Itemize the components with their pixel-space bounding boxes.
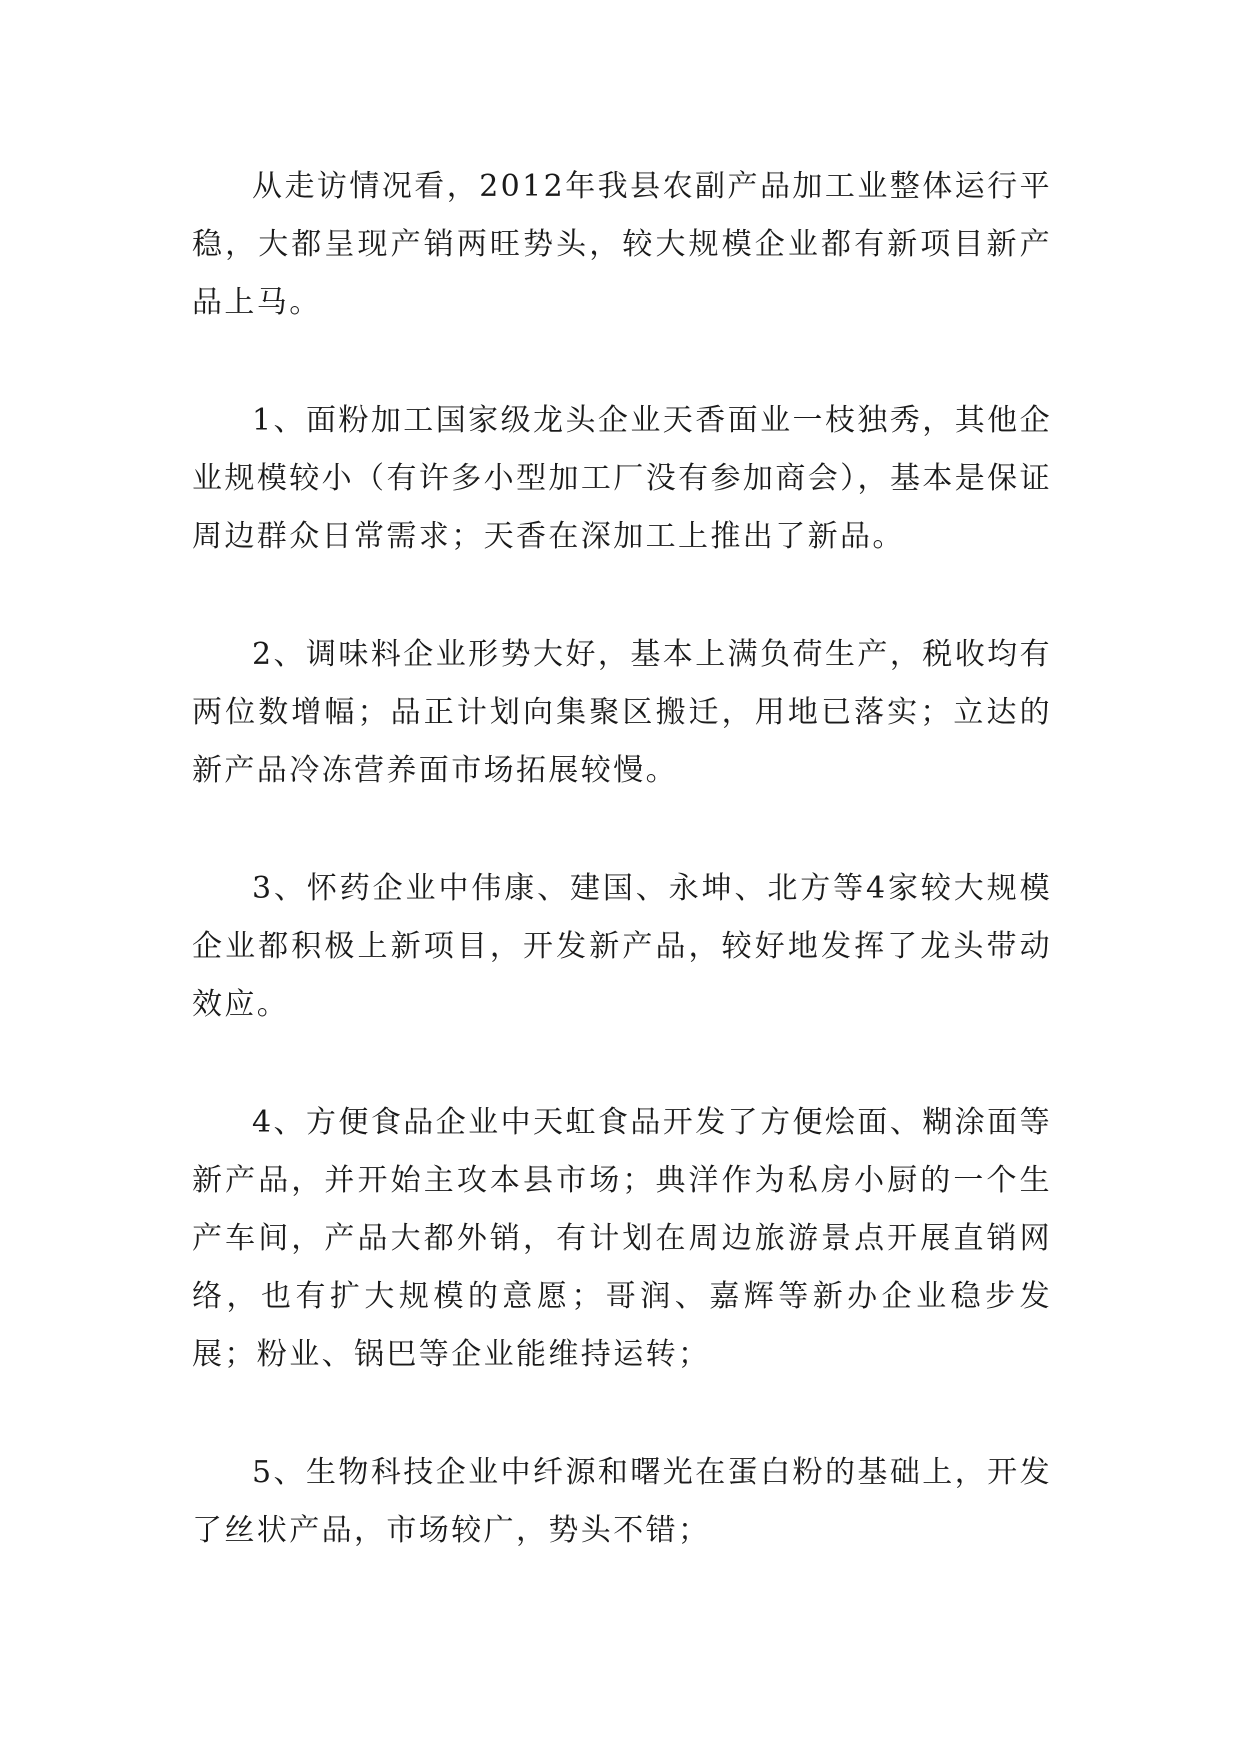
paragraph-item-5: 5、生物科技企业中纤源和曙光在蛋白粉的基础上，开发了丝状产品，市场较广，势头不错； [192,1455,1052,1548]
intro-paragraph: 从走访情况看，2012年我县农副产品加工业整体运行平稳，大都呈现产销两旺势头，较大规模企业都有新项目新产品上马。 [192,169,1052,320]
paragraph-item-3: 3、怀药企业中伟康、建国、永坤、北方等4家较大规模企业都积极上新项目，开发新产品，较好地发挥了龙头带动效应。 [192,871,1052,1022]
paragraph-item-4: 4、方便食品企业中天虹食品开发了方便烩面、糊涂面等新产品，并开始主攻本县市场；典洋作为私房小厨的一个生产车间，产品大都外销，有计划在周边旅游景点开展直销网络，也有扩大规模的意愿；哥润、嘉辉等新办企业稳步发展；粉业、锅巴等企业能维持运转； [192,1105,1052,1372]
document-body [192,158,1052,1620]
paragraph-item-2: 2、调味料企业形势大好，基本上满负荷生产，税收均有两位数增幅；品正计划向集聚区搬迁，用地已落实；立达的新产品冷冻营养面市场拓展较慢。 [192,637,1052,788]
paragraph-item-1: 1、面粉加工国家级龙头企业天香面业一枝独秀，其他企业规模较小（有许多小型加工厂没有参加商会），基本是保证周边群众日常需求；天香在深加工上推出了新品。 [192,403,1052,554]
